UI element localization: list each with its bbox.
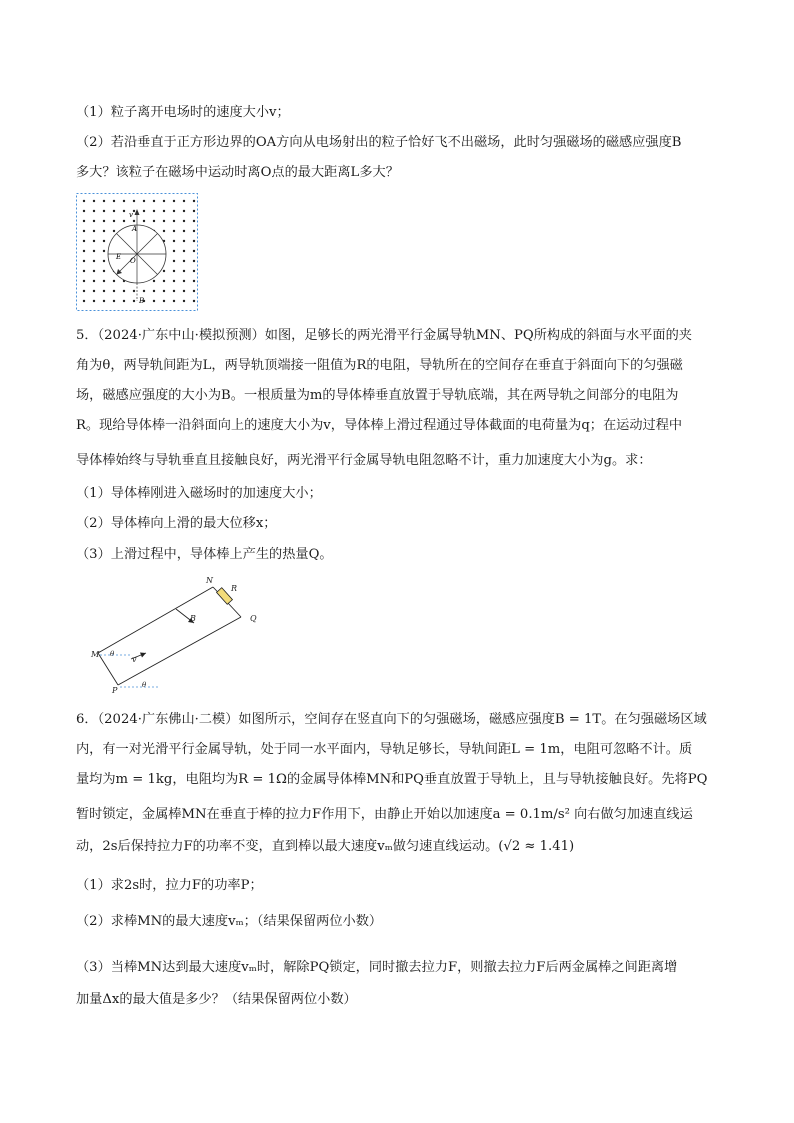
field-dot: [93, 270, 95, 272]
field-dot: [173, 210, 175, 212]
field-dot: [163, 230, 165, 232]
field-dot: [183, 230, 185, 232]
field-dot: [123, 200, 125, 202]
field-dot: [193, 280, 195, 282]
field-dot: [93, 240, 95, 242]
field-dot: [153, 300, 155, 302]
field-dot: [163, 270, 165, 272]
field-dot: [83, 250, 85, 252]
q5-fig-q: Q: [250, 614, 257, 623]
field-dot: [83, 240, 85, 242]
field-dot: [153, 200, 155, 202]
field-dot: [133, 220, 135, 222]
q6-line2: 内，有一对光滑平行金属导轨，处于同一水平面内，导轨足够长，导轨间距L = 1m，电阻可忽略不计。质: [76, 742, 693, 757]
field-dot: [143, 210, 145, 212]
q6-part3-line2: 加量Δx的最大值是多少？（结果保留两位小数）: [76, 992, 357, 1007]
q5-fig-b: B: [190, 614, 196, 623]
field-dot: [93, 290, 95, 292]
field-dot: [83, 230, 85, 232]
field-dot: [93, 280, 95, 282]
field-dot: [163, 220, 165, 222]
q5-fig-theta1: θ: [110, 650, 115, 658]
field-dot: [133, 210, 135, 212]
field-dot: [103, 200, 105, 202]
field-dot: [193, 210, 195, 212]
field-dot: [193, 230, 195, 232]
q5-line2: 角为θ，两导轨间距为L，两导轨顶端接一阻值为R的电阻，导轨所在的空间存在垂直于斜面向下的匀强磁: [76, 358, 683, 373]
field-dot: [163, 200, 165, 202]
field-dot: [113, 280, 115, 282]
field-dot: [173, 300, 175, 302]
field-dot: [193, 270, 195, 272]
field-dot: [83, 210, 85, 212]
field-dot: [93, 220, 95, 222]
field-dot: [103, 280, 105, 282]
field-dot: [123, 210, 125, 212]
q6-line1: 6．（2024·广东佛山·二模）如图所示，空间存在竖直向下的匀强磁场，磁感应强度B = 1T。在匀强磁场区域: [76, 712, 707, 727]
field-dot: [183, 300, 185, 302]
field-dot: [173, 200, 175, 202]
field-dot: [153, 290, 155, 292]
q5-line1: 5．（2024·广东中山·模拟预测）如图，足够长的两光滑平行金属导轨MN、PQ所构成的斜面与水平面的夹: [76, 328, 692, 343]
q4-part2-line2: 多大？该粒子在磁场中运动时离O点的最大距离L多大？: [76, 165, 399, 180]
q6-line3: 量均为m = 1kg，电阻均为R = 1Ω的金属导体棒MN和PQ垂直放置于导轨上，且与导轨接触良好。先将PQ: [76, 772, 708, 787]
field-dot: [183, 270, 185, 272]
field-dot: [153, 280, 155, 282]
q5-inclined-rails-figure: [91, 573, 276, 695]
q5-fig-n: N: [206, 576, 213, 585]
q5-part3: （3）上滑过程中，导体棒上产生的热量Q。: [76, 547, 333, 562]
field-dot: [193, 220, 195, 222]
q4-part2-line1: （2）若沿垂直于正方形边界的OA方向从电场射出的粒子恰好飞不出磁场，此时匀强磁场的磁感应强度B: [76, 135, 682, 150]
q5-part2: （2）导体棒向上滑的最大位移x；: [76, 516, 277, 531]
field-dot: [173, 280, 175, 282]
q6-part2: （2）求棒MN的最大速度vₘ；（结果保留两位小数）: [76, 914, 383, 929]
q4-part1: （1）粒子离开电场时的速度大小v；: [76, 105, 290, 120]
q4-fig-label-a: A: [132, 225, 138, 233]
field-dot: [163, 210, 165, 212]
q4-fig-label-v: v: [129, 211, 133, 219]
field-dot: [123, 290, 125, 292]
field-dot: [93, 210, 95, 212]
field-dot: [83, 200, 85, 202]
field-dot: [133, 200, 135, 202]
field-dot: [103, 290, 105, 292]
field-dot: [83, 300, 85, 302]
field-dot: [183, 220, 185, 222]
field-dot: [173, 220, 175, 222]
field-dot: [143, 290, 145, 292]
field-dot: [103, 270, 105, 272]
field-dot: [193, 250, 195, 252]
field-dot: [173, 290, 175, 292]
field-dot: [193, 240, 195, 242]
field-dot: [103, 250, 105, 252]
q5-line5: 导体棒始终与导轨垂直且接触良好，两光滑平行金属导轨电阻忽略不计，重力加速度大小为g。求：: [76, 453, 652, 468]
field-dot: [173, 270, 175, 272]
field-dot: [103, 260, 105, 262]
field-dot: [133, 290, 135, 292]
field-dot: [93, 200, 95, 202]
field-dot: [173, 260, 175, 262]
field-dot: [183, 240, 185, 242]
q6-part3-line1: （3）当棒MN达到最大速度vₘ时，解除PQ锁定，同时撤去拉力F，则撤去拉力F后两金属棒之间距离增: [76, 960, 678, 975]
q4-fig-label-e: E: [116, 253, 122, 261]
field-dot: [193, 260, 195, 262]
field-dot: [103, 220, 105, 222]
field-dot: [103, 230, 105, 232]
field-dot: [113, 220, 115, 222]
field-dot: [183, 200, 185, 202]
field-dot: [123, 220, 125, 222]
field-dot: [83, 290, 85, 292]
field-dot: [173, 230, 175, 232]
q5-fig-r: R: [231, 584, 238, 593]
field-dot: [183, 260, 185, 262]
field-dot: [163, 290, 165, 292]
field-dot: [193, 200, 195, 202]
field-dot: [93, 300, 95, 302]
q5-fig-p: P: [112, 686, 118, 695]
field-dot: [113, 230, 115, 232]
field-dot: [183, 290, 185, 292]
q6-part1: （1）求2s时，拉力F的功率P；: [76, 878, 263, 893]
field-dot: [173, 250, 175, 252]
q6-line4: 暂时锁定，金属棒MN在垂直于棒的拉力F作用下，由静止开始以加速度a = 0.1m/s² 向右做匀加速直线运: [76, 807, 693, 822]
field-dot: [103, 300, 105, 302]
q5-fig-v: v: [132, 655, 137, 664]
field-dot: [193, 290, 195, 292]
field-dot: [133, 300, 135, 302]
field-dot: [83, 260, 85, 262]
q5-line4: R。现给导体棒一沿斜面向上的速度大小为v，导体棒上滑过程通过导体截面的电荷量为q；在运动过程中: [76, 418, 683, 433]
q5-fig-m: M: [91, 650, 100, 659]
q5-line3: 场，磁感应强度的大小为B。一根质量为m的导体棒垂直放置于导轨底端，其在两导轨之间部分的电阻为: [76, 388, 679, 403]
field-dot: [143, 220, 145, 222]
field-dot: [153, 220, 155, 222]
field-dot: [83, 270, 85, 272]
field-dot: [83, 280, 85, 282]
field-dot: [163, 300, 165, 302]
field-dot: [183, 250, 185, 252]
field-dot: [93, 250, 95, 252]
field-dot: [83, 220, 85, 222]
field-dot: [93, 260, 95, 262]
q5-fig-theta2: θ: [142, 681, 147, 689]
field-dot: [93, 230, 95, 232]
field-dot: [163, 280, 165, 282]
field-dot: [193, 300, 195, 302]
q4-magnetic-field-figure: [76, 193, 198, 311]
field-dot: [113, 290, 115, 292]
field-dot: [123, 300, 125, 302]
q4-fig-label-b: B: [139, 297, 145, 305]
q5-part1: （1）导体棒刚进入磁场时的加速度大小；: [76, 486, 322, 501]
field-dot: [173, 240, 175, 242]
field-dot: [183, 210, 185, 212]
field-dot: [113, 200, 115, 202]
field-dot: [113, 210, 115, 212]
q6-line5: 动，2s后保持拉力F的功率不变，直到棒以最大速度vₘ做匀速直线运动。(√2 ≈ 1.41): [76, 839, 575, 854]
field-dot: [143, 200, 145, 202]
field-dot: [103, 210, 105, 212]
field-dot: [103, 240, 105, 242]
q4-fig-label-o: O: [130, 257, 136, 265]
field-dot: [183, 280, 185, 282]
field-dot: [113, 300, 115, 302]
field-dot: [153, 210, 155, 212]
